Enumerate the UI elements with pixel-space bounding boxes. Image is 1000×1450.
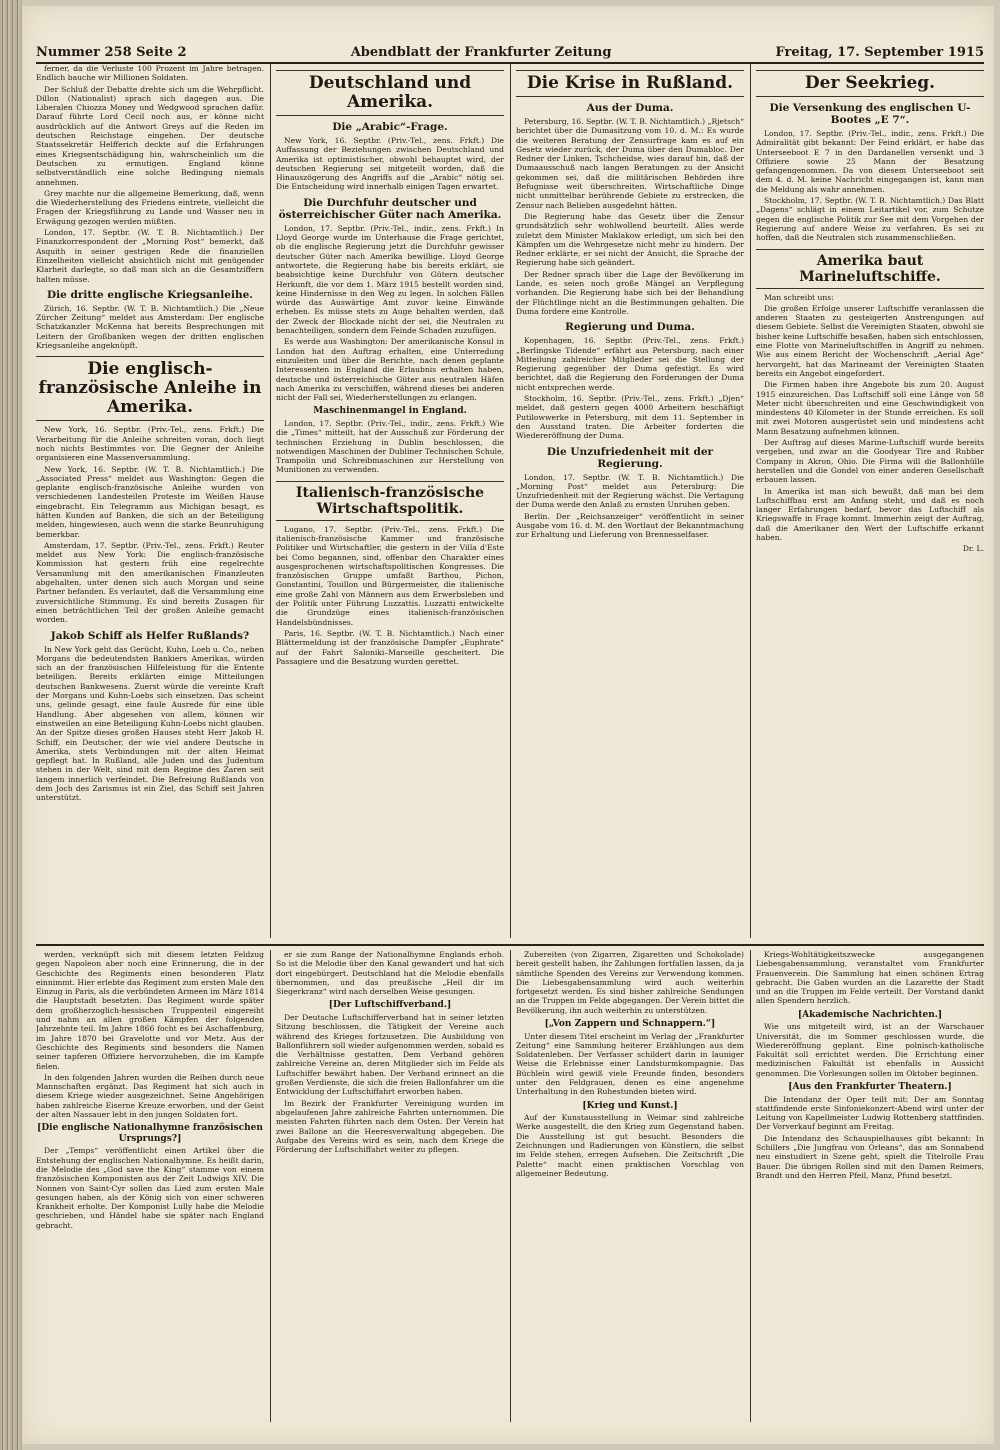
article-text: London, 17. Septbr. (Priv.-Tel., indir., zens. Frkft.) Die Admiralität gibt bekannt: Der Feind erklärt, er habe das Unterseeboot E 7 in den Dardanellen versenkt und 3 Offiziere sowie 25 Mann der Besatzung gefangengenommen. Da von diesem Unterseeboot seit dem 4. d. M. keine Nachricht eingegangen ist, kann man die Meldung als wahr annehmen. xyxy=(756,129,984,194)
lower-column-4 xyxy=(756,950,984,1422)
article-heading: Der Seekrieg. xyxy=(756,70,984,97)
article-text: Zürich, 16. Septbr. (W. T. B. Nichtamtlich.) Die „Neue Zürcher Zeitung“ meldet aus Amsterdam: Der englische Schatzkanzler McKenna hat bereits Besprechungen mit Leitern der Großbanken wegen der dritten englischen Kriegsanleihe angeknüpft. xyxy=(36,303,264,351)
article-text: Die Firmen haben ihre Angebote bis zum 20. August 1915 einzureichen. Das Luftschiff soll eine Länge von 58 Meter nicht überschreiten und eine Geschwindigkeit von mindestens 40 Kilometer in der Stunde erreichen. Es soll mit zwei Motoren ausgerüstet sein und mindestens acht Mann Besatzung aufnehmen können. xyxy=(756,380,984,436)
column-3 xyxy=(516,64,744,938)
article-text: Der Redner sprach über die Lage der Bevölkerung im Lande, es seien noch große Mängel an Verpflegung vorhanden. Die Regierung habe sich bei der Behandlung der Flüchtlinge nicht an die Bestimmungen gehalten. Die Duma fordere eine Kontrolle. xyxy=(516,269,744,316)
article-text: ferner, da die Verluste 100 Prozent im Jahre betragen. Endlich bauche wir Millionen Soldaten. xyxy=(36,64,264,83)
column-2 xyxy=(276,64,504,938)
column-rule xyxy=(750,64,751,938)
article-heading: Maschinenmangel in England. xyxy=(313,406,467,417)
article-text: London, 17. Septbr. (W. T. B. Nichtamtlich.) Die „Morning Post“ meldet aus Petersburg: Die Unzufriedenheit mit der Regierung wächst. Die Vertagung der Duma werde den Anlaß zu ernsten Unruhen geben. xyxy=(516,472,744,510)
article-text: Amsterdam, 17. Septbr. (Priv.-Tel., zens. Frkft.) Reuter meldet aus New York: Die englisch-französische Kommission hat gestern früh eine regelrechte Versammlung mit den amerikanischen Finanzleuten abgehalten, unter denen sich auch Morgan und seine Partner befanden. Es verlautet, daß die Versammlung eine zuversichtliche Stimmung. Es sind bereits Zusagen für einen beträchtlichen Teil der großen Anleihe gemacht worden. xyxy=(36,540,264,625)
article-text: Kopenhagen, 16. Septbr. (Priv.-Tel., zens. Frkft.) „Berlingske Tidende“ erfährt aus Petersburg, nach einer Mitteilung zahlreicher Mitglieder sei die Stellung der Regierung gegenüber der Duma gefestigt. Es wird berichtet, daß die Regierung den Forderungen der Duma nicht entsprechen werde. xyxy=(516,336,744,392)
article-text: London, 17. Septbr. (Priv.-Tel., indir., zens. Frkft.) Wie die „Times“ mitteilt, hat der Ausschuß zur Förderung der technischen Erziehung in Dublin beschlossen, die notwendigen Maschinen der Dubliner Technischen Schule, Trampolin und Schreibmaschinen zur Herstellung von Munitionen zu verwenden. xyxy=(276,418,504,475)
article-heading: [Die englische Nationalhymne französischen Ursprungs?] xyxy=(37,1123,263,1144)
article-text: New York, 16. Septbr. (Priv.-Tel., zens. Frkft.) Die Auffassung der Beziehungen zwischen Deutschland und Amerika ist optimistischer, obwohl behauptet wird, der deutschen Regierung sei mitgeteilt worden, daß die Hinauszögerung des Angriffs auf die „Arabic“ nötig sei. Die Entscheidung wird innerhalb einigen Tagen erwartet. xyxy=(276,136,504,192)
article-heading: Die Krise in Rußland. xyxy=(516,70,744,97)
lower-column-2 xyxy=(276,950,504,1422)
article-text: Kriegs-Wohltätigkeitszwecke ausgegangenen Liebesgabensammlung, veranstaltet vom Frankfurter Frauenverein. Die Sammlung hat einen schönen Ertrag gebracht. Die Gaben wurden an die Lazarette der Stadt und an die Truppen im Felde verteilt. Der Vorstand dankt allen Spendern herzlich. xyxy=(756,950,984,1006)
article-heading: [Krieg und Kunst.] xyxy=(582,1100,678,1111)
article-heading: [Aus den Frankfurter Theatern.] xyxy=(788,1082,952,1093)
article-text: werden, verknüpft sich mit diesem letzten Feldzug gegen Napoleon aber noch eine Erinnerung, die in der Geschichte des Regiments einen besonderen Platz einnimmt. Hier erlebte das Regiment zum ersten Male den Einzug in Paris, als die verbündeten Armeen im März 1814 die Hauptstadt besetzten. Das Regiment wurde später dem großherzoglich-hessischen Truppenteil eingereiht und nahm an allen großen Kämpfen der folgenden Jahrzehnte teil. Im Jahre 1866 focht es bei Aschaffenburg, im Jahre 1870 bei Gravelotte und vor Metz. Aus der Geschichte des Regiments sind besonders die Namen seiner tapferen Offiziere hervorzuheben, die im Kampfe fielen. xyxy=(36,950,264,1071)
article-heading: Regierung und Duma. xyxy=(565,321,695,334)
article-text: Die Regierung habe das Gesetz über die Zensur grundsätzlich sehr wohlwollend beurteilt. Alles werde zuletzt dem Minister Maklakow erledigt, um sich bei den Kämpfen um die Wehrgesetze nicht mehr zu hindern. Der Redner erklärte, er sei nicht der Ansicht, die Sprache der Regierung habe sich geändert. xyxy=(516,211,744,268)
column-4 xyxy=(756,64,984,938)
article-signature: Dr. L. xyxy=(962,544,984,554)
article-text: London, 17. Septbr. (Priv.-Tel., indir., zens. Frkft.) In Lloyd George wurde im Unterhause die Frage gerichtet, ob die englische Regierung jetzt die Durchfuhr gewisser deutscher Güter nach Amerika bewillige. Lloyd George antwortete, die Regierung habe bis bereits erklärt, sie beabsichtige keine Durchfuhr von Gütern deutscher Herkunft, die vor dem 1. März 1915 bestellt worden sind, keine Hindernisse in den Weg zu legen. In solchen Fällen würde das Auswärtige Amt zuvor keine Einwände erheben. Es müsse stets zu Auge behalten werden, daß der Zweck der Blockade nicht der sei, die Neutralen zu benachteiligen, sondern dem Feinde Schaden zuzufügen. xyxy=(276,223,504,336)
article-text: Die Intendanz des Schauspielhauses gibt bekannt: In Schillers „Die Jungfrau von Orleans“, das am Sonnabend neu einstudiert in Szene geht, spielt die Titelrolle Frau Bauer. Die übrigen Rollen sind mit den Damen Reimers, Brandt und den Herren Pfeil, Manz, Pfund besetzt. xyxy=(756,1133,984,1180)
article-text: In den folgenden Jahren wurden die Reihen durch neue Mannschaften ergänzt. Das Regiment hat sich auch in diesem Kriege wieder ausgezeichnet. Seine Angehörigen haben zahlreiche Eiserne Kreuze erworben, und der Geist der alten Nassauer lebt in den jungen Soldaten fort. xyxy=(36,1072,264,1120)
newspaper-title: Abendblatt der Frankfurter Zeitung xyxy=(350,45,612,60)
article-heading: [Der Luftschiffverband.] xyxy=(328,1000,452,1011)
article-text: Grey machte nur die allgemeine Bemerkung, daß, wenn die Wiederherstellung des Friedens eintrete, vielleicht die Fragen der Kriegsführung zu Lande und Wasser neu in Erwägung gezogen werden müßten. xyxy=(36,188,264,226)
article-heading: [„Von Zappern und Schnappern.“] xyxy=(544,1019,716,1030)
article-heading: Deutschland und Amerika. xyxy=(276,70,504,116)
article-text: Es werde aus Washington: Der amerikanische Konsul in London hat den Auftrag erhalten, eine Unterredung einzuleiten und über die Berichte, nach denen geplante Interessenten in England die Erlaubnis erhalten haben, deutsche und österreichische Güter aus neutralen Häfen nach Amerika zu verschiffen, während dieses bei anderen nicht der Fall sei, Wiederherstellungen zu erlangen. xyxy=(276,337,504,403)
article-text: New York, 16. Septbr. (Priv.-Tel., zens. Frkft.) Die Verarbeitung für die Anleihe schreiten voran, doch liegt noch nichts Bestimmtes vor. Die Gegner der Anleihe organisieren eine Massenversammlung. xyxy=(36,425,264,463)
article-text: Unter diesem Titel erscheint im Verlag der „Frankfurter Zeitung“ eine Sammlung heiterer Erzählungen aus dem Soldatenleben. Der Verfasser schildert darin in launiger Weise die Erlebnisse einer Landsturmkompagnie. Das Büchlein wird gewiß viele Freunde finden, besonders unter den Feldgrauen, denen es eine angenehme Unterhaltung in den Ruhestunden bieten wird. xyxy=(516,1031,744,1097)
article-heading: Die dritte englische Kriegsanleihe. xyxy=(47,288,253,301)
article-heading: Jakob Schiff als Helfer Rußlands? xyxy=(50,629,250,642)
article-text: Der Deutsche Luftschifferverband hat in seiner letzten Sitzung beschlossen, die Tätigkeit der Vereine auch während des Krieges fortzusetzen. Die Ausbildung von Ballonführern soll wieder aufgenommen werden, sobald es die Verhältnisse gestatten. Dem Verband gehören zahlreiche Vereine an, deren Mitglieder sich im Felde als Luftschiffer bewährt haben. Der Verband erinnert an die großen Verdienste, die sich die freien Ballonfahrer um die Entwicklung der Luftschiffahrt erworben haben. xyxy=(276,1012,504,1097)
article-heading: Die Unzufriedenheit mit der Regierung. xyxy=(546,445,714,470)
article-heading: Die englisch-französische Anleihe in Amerika. xyxy=(36,356,264,421)
article-text: London, 17. Septbr. (W. T. B. Nichtamtlich.) Der Finanzkorrespondent der „Morning Post“ bemerkt, daß Asquith in seiner gestrigen Rede die finanziellen Einzelheiten vielleicht absichtlich nicht mit genügender Klarheit darlegte, so daß man sich an die Gesamtziffern halten müsse. xyxy=(36,228,264,284)
article-text: er sie zum Range der Nationalhymne Englands erhob. So ist die Melodie über den Kanal gewandert und hat sich dort eingebürgert. Deutschland hat die Melodie ebenfalls übernommen, und das preußische „Heil dir im Siegerkranz“ wird nach derselben Weise gesungen. xyxy=(276,950,504,997)
article-heading: [Akademische Nachrichten.] xyxy=(797,1009,943,1020)
page-header xyxy=(36,40,984,64)
article-subheading: Die Versenkung des englischen U-Bootes „E 7“. xyxy=(769,102,971,126)
article-text: Im Bezirk der Frankfurter Vereinigung wurden im abgelaufenen Jahre zahlreiche Fahrten unternommen. Die meisten Fahrten führten nach dem Osten. Der Verein hat zwei Ballone an die Heeresverwaltung abgegeben. Die Aufgabe des Vereins wird es sein, nach dem Kriege die Förderung der Luftschiffahrt weiter zu pflegen. xyxy=(276,1098,504,1155)
column-rule xyxy=(510,64,511,938)
article-text: Der Schluß der Debatte drehte sich um die Wehrpflicht. Dillon (Nationalist) sprach sich dagegen aus. Die Liberalen Chiozza Money und Wedgwood sprachen dafür. Darauf führte Lord Cecil noch aus, er könne nicht ausdrücklich auf die Antwort Greys auf die Reden im deutschen Reichstage eingehen. Der deutsche Staatssekretär Helfferich deckte auf die Erfahrungen eines Kriegsentschädigung hin, wahrscheinlich um die Deutschen zu ermutigen. England könne selbstverständlich eine solche Bedingung niemals annehmen. xyxy=(36,84,264,187)
column-rule xyxy=(510,950,511,1422)
article-text: Stockholm, 17. Septbr. (W. T. B. Nichtamtlich.) Das Blatt „Dagens“ schlägt in einem Leitartikel vor, zum Schutze gegen die englische Politik zur See mit dem Vorgehen der Regierung auf andere Weise zu verfahren. Es sei zu hoffen, daß die Neutralen sich zusammenschließen. xyxy=(756,196,984,243)
article-text: In New York geht das Gerücht, Kuhn, Loeb u. Co., neben Morgans die bedeutendsten Bankiers Amerikas, würden sich an der französischen Hilfeleistung für die Entente beteiligen. Bereits erklärten einige Mitteilungen deutschen Bankwesens. Zuerst würde die vereinte Kraft der Morgans und Kuhn-Loebs sich einsetzen. Das scheint uns, gelinde gesagt, eine faule Ausrede für eine üble Handlung. Aber abgesehen von allem, können wir einstweilen an eine Beteiligung Kuhn-Loebs nicht glauben. An der Spitze dieses großen Hauses steht Herr Jakob H. Schiff, ein Deutscher, der wie viel andere Deutsche in Amerika, stets Verbindungen mit der alten Heimat gepflegt hat. In Rußland, alle Juden und das Judentum stehen in der Welt, sind mit dem Regime des Zaren seit langem innerlich verfeindet. Die Befreiung Rußlands von dem Joch des Zarismus ist ein Ziel, das Schiff seit Jahren unterstützt. xyxy=(36,644,264,803)
article-text: Lugano, 17. Septbr. (Priv.-Tel., zens. Frkft.) Die italienisch-französische Kammer und französische Politiker und Wirtschaftler, die gestern in der Villa d'Este bei Como begannen, sind, offenbar den Charakter eines ausgesprochenen wirtschaftspolitischen Kongresses. Die französischen Gruppe umfaßt Barthou, Pichon, Gonstantini, Touillon und Bürgermeister, die italienische eine große Zahl von Männern aus dem Erwerbsleben und der Politik unter Führung Luzzattis. Luzzatti entwickelte die Grundzüge eines italienisch-französischen Handelsbündnisses. xyxy=(276,524,504,627)
article-heading: Amerika baut Marineluftschiffe. xyxy=(756,249,984,289)
article-text: Berlin. Der „Reichsanzeiger“ veröffentlicht in seiner Ausgabe vom 16. d. M. den Wortlaut der Bekanntmachung zur Erhaltung und Lieferung von Brennesselfaser. xyxy=(516,511,744,540)
column-rule xyxy=(270,64,271,938)
article-text: Der Auftrag auf dieses Marine-Luftschiff wurde bereits vergeben, und zwar an die Goodyear Tire and Rubber Company in Akron, Ohio. Die Firma will die Ballonhülle herstellen und die Gondel von einer anderen Gesellschaft erbauen lassen. xyxy=(756,438,984,485)
column-rule xyxy=(750,950,751,1422)
article-text: New York, 16. Septbr. (W. T. B. Nichtamtlich.) Die „Associated Press“ meldet aus Washington: Gegen die geplante englisch-französische Anleihe wurden von verschiedenen Landesteilen Proteste im Weißen Hause eingebracht. Ein Telegramm aus Michigan besagt, es hätten Kunden auf Banken, die sich an der Beteiligung melden, hingewiesen, auch wenn die starke Beunruhigung bemerkbar. xyxy=(36,464,264,539)
article-text: Der „Temps“ veröffentlicht einen Artikel über die Entstehung der englischen Nationalhymne. Es heißt darin, die Melodie des „God save the King“ stamme von einem französischen Komponisten aus der Zeit Ludwigs XIV. Die Nonnen von Saint-Cyr sollen das Lied zum ersten Male gesungen haben, als der König sich von einer schweren Krankheit erholte. Der Komponist Lully habe die Melodie geschrieben, und Händel habe sie später nach England gebracht. xyxy=(36,1146,264,1230)
article-text: Petersburg, 16. Septbr. (W. T. B. Nichtamtlich.) „Rjetsch“ berichtet über die Dumasitzung vom 10. d. M.: Es wurde die weiteren Beratung der Zensurfrage kam es auf ein Gesetz wieder zurück, der Duma über den Dumabloc. Der Redner der Linken, Tschcheidse, wies darauf hin, daß der Dumaausschuß nach langen Beratungen zu der Ansicht gekommen sei, daß die militärischen Behörden ihre Befugnisse weit überschreiten. Wirtschaftliche Dinge nicht unmittelbar berührende Gebiete zu erstrecken, die Zensur nach Belieben ausgedehnt hätten. xyxy=(516,117,744,210)
lower-column-1 xyxy=(36,950,264,1422)
article-text: Man schreibt uns: xyxy=(764,292,834,302)
column-rule xyxy=(270,950,271,1422)
issue-date: Freitag, 17. September 1915 xyxy=(775,45,984,60)
article-subheading: Die „Arabic“-Frage. xyxy=(332,121,448,133)
article-text: Zubereiten (von Zigarren, Zigaretten und Schokolade) bereit gestellt haben, ihr Zahlungen fortfallen lassen, da ja sämtliche Spenden des Vereins zur Verwendung kommen. Die Liebesgabensammlung wird auch weiterhin fortgesetzt werden. Es sind bisher zahlreiche Sendungen an die Truppen im Felde abgegangen. Der Verein bittet die Bevölkerung, ihn auch weiterhin zu unterstützen. xyxy=(516,950,744,1015)
article-text: Stockholm, 16. Septbr. (Priv.-Tel., zens. Frkft.) „Djen“ meldet, daß gestern gegen 4000 Arbeitern beschäftigt Putilowwerke in Petersburg, mit dem 11. September in den Ausstand traten. Die Arbeiter forderten die Wiedereröffnung der Duma. xyxy=(516,394,744,441)
column-1 xyxy=(36,64,264,938)
article-text: Wie uns mitgeteilt wird, ist an der Warschauer Universität, die im Sommer geschlossen wurde, die Wiedereröffnung geplant. Eine polnisch-katholische Fakultät soll errichtet werden. Die Errichtung einer medizinischen Fakultät ist ebenfalls in Aussicht genommen. Die Vorlesungen sollen im Oktober beginnen. xyxy=(756,1022,984,1078)
article-text: Auf der Kunstausstellung in Weimar sind zahlreiche Werke ausgestellt, die den Krieg zum Gegenstand haben. Die Ausstellung ist gut besucht. Besonders die Zeichnungen und Radierungen von Künstlern, die selbst im Felde stehen, erregen Aufsehen. Die Zeitschrift „Die Palette“ macht einen praktischen Vorschlag von allgemeiner Bedeutung. xyxy=(516,1113,744,1178)
upper-section xyxy=(36,64,984,938)
lower-column-3 xyxy=(516,950,744,1422)
article-subheading: Aus der Duma. xyxy=(586,102,674,114)
book-spine xyxy=(0,0,22,1450)
article-heading: Italienisch-französische Wirtschaftspolitik. xyxy=(276,481,504,521)
article-text: Paris, 16. Septbr. (W. T. B. Nichtamtlich.) Nach einer Blättermeldung ist der französische Dampfer „Euphrate“ auf der Fahrt Saloniki–Marseille gescheitert. Die Passagiere und die Besatzung wurden gerettet. xyxy=(276,628,504,666)
feuilleton-section xyxy=(36,944,984,1422)
article-heading: Die Durchfuhr deutscher und österreichischer Güter nach Amerika. xyxy=(278,196,502,221)
page-number: Nummer 258 Seite 2 xyxy=(36,45,187,60)
article-text: Die großen Erfolge unserer Luftschiffe veranlassen die anderen Staaten zu gesteigerten Anstrengungen auf diesem Gebiete. Selbst die Vereinigten Staaten, obwohl sie bisher keine Luftschiffe besaßen, haben sich entschlossen, eine Flotte von Marineluftschiffen in Angriff zu nehmen. Wie aus einem Bericht der Wochenschrift „Aerial Age“ hervorgeht, hat das Marineamt der Vereinigten Staaten bereits ein Angebot eingefordert. xyxy=(756,303,984,378)
article-text: In Amerika ist man sich bewußt, daß man bei dem Luftschiffbau erst am Anfang steht, und daß es noch langer Erfahrungen bedarf, bevor das Luftschiff als Kriegswaffe in Frage kommt. Immerhin zeigt der Auftrag, daß die Amerikaner den Wert der Luftschiffe erkannt haben. xyxy=(756,486,984,542)
article-text: Die Intendanz der Oper teilt mit: Der am Sonntag stattfindende erste Sinfoniekonzert-Abend wird unter der Leitung von Kapellmeister Ludwig Rottenberg stattfinden. Der Vorverkauf beginnt am Freitag. xyxy=(756,1094,984,1132)
